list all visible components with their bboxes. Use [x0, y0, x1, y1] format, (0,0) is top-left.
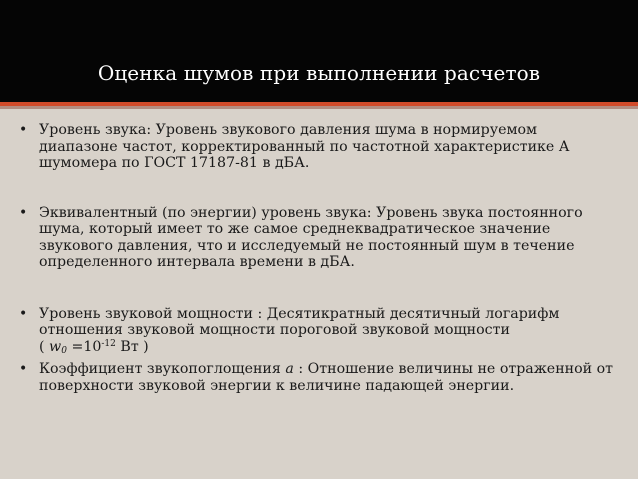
- bullet-marker-icon: •: [19, 305, 28, 322]
- bullet-gap: [19, 271, 619, 306]
- formula-symbol: w: [49, 338, 62, 355]
- bullet-marker-icon: •: [19, 361, 28, 377]
- absorption-symbol: a: [285, 361, 294, 377]
- formula-equals-text: =10: [66, 338, 102, 355]
- bullet-text-before: Коэффициент звукопоглощения: [39, 361, 286, 377]
- formula-open-text: (: [39, 338, 50, 355]
- bullet-gap: [19, 172, 619, 205]
- bullet-marker-icon: •: [19, 122, 28, 138]
- slide-header: [0, 0, 638, 106]
- bullet-sound-level: [19, 122, 619, 172]
- bullet-sound-power-level: [19, 306, 619, 356]
- bullet-text-after: : Отношение величины не отраженной от поверхности звуковой энергии к величине падающей энергии.: [39, 361, 614, 394]
- formula-subscript: 0: [61, 345, 67, 356]
- bullet-text: Эквивалентный (по энергии) уровень звука: Уровень звука постоянного шума, который имеет то же самое среднеквадратическое значение звукового давления, что и исследуемый не постоянный шум в течение определенного интервала времени в дБА.: [39, 204, 583, 270]
- bullet-text: Уровень звука: Уровень звукового давления шума в нормируемом диапазоне частот, корректированный по частотной характеристике А шумомера по ГОСТ 17187-81 в дБА.: [39, 122, 570, 171]
- bullet-marker-icon: •: [19, 204, 28, 221]
- slide-title: Оценка шумов при выполнении расчетов: [97, 61, 541, 85]
- sound-power-formula: [39, 339, 149, 355]
- formula-unit-text: Вт ): [115, 338, 149, 355]
- bullet-equivalent-sound-level: [19, 205, 619, 271]
- bullet-text: Уровень звуковой мощности : Десятикратный десятичный логарифм отношения звуковой мощности пороговой звуковой мощности: [39, 305, 560, 338]
- formula-superscript: -12: [101, 338, 116, 349]
- slide-content: [19, 122, 619, 394]
- bullet-absorption-coefficient: [19, 361, 619, 394]
